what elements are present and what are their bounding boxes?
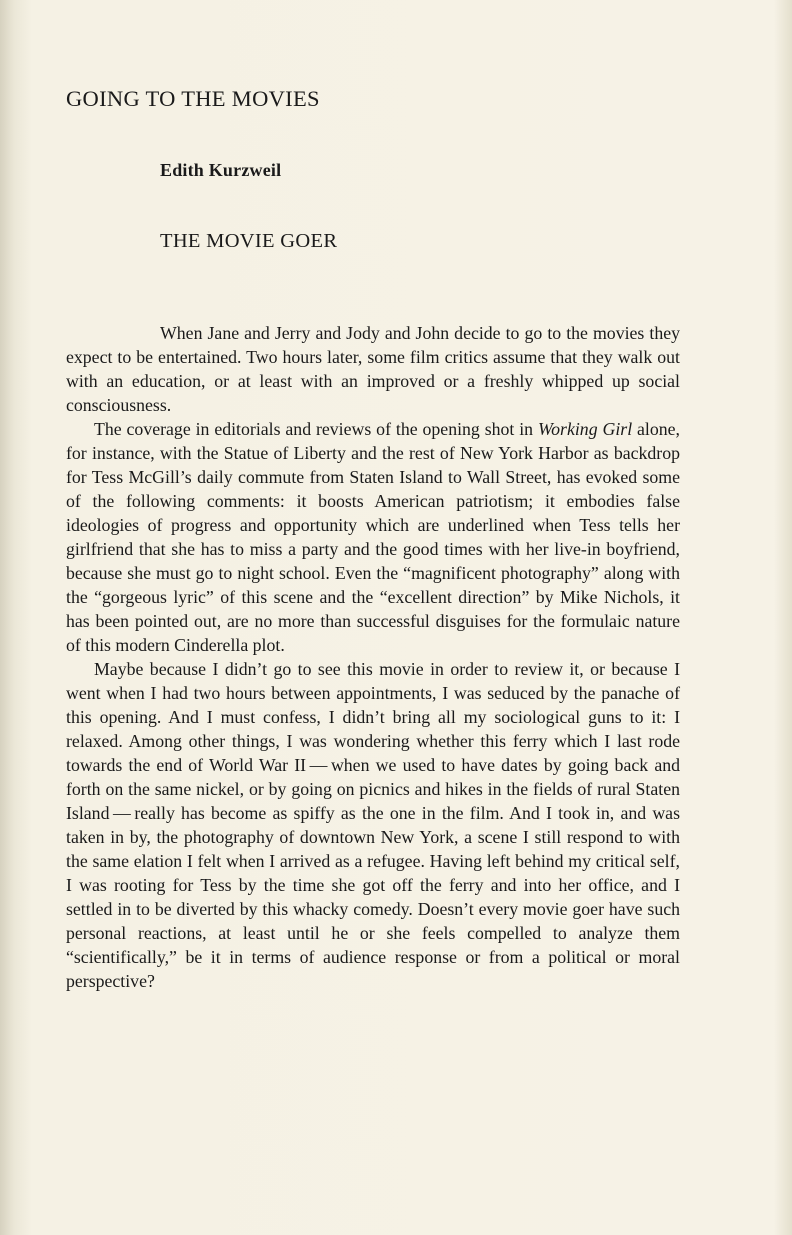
section-title: GOING TO THE MOVIES (66, 86, 320, 111)
film-title: Working Girl (537, 419, 633, 439)
article-body (66, 321, 680, 993)
paragraph-3: Maybe because I didn’t go to see this movie in order to review it, or because I went when I had two hours between appointments, I was seduced by the panache of this opening. And I must confess, I didn’t bring all my sociological guns to it: I relaxed. Among other things, I was wondering whether this ferry which I last rode towards the end of World War II — when we used to have dates by going back and forth on the same nickel, or by going on picnics and hikes in the fields of rural Staten Island — really has become as spiffy as the one in the film. And I took in, and was taken in by, the photography of downtown New York, a scene I still respond to with the same elation I felt when I arrived as a refugee. Having left behind my critical self, I was rooting for Tess by the time she got off the ferry and into her office, and I settled in to be diverted by this whacky comedy. Doesn’t every movie goer have such personal reactions, at least until he or she feels compelled to analyze them “scientifically,” be it in terms of audience response or from a political or moral perspective? (66, 659, 680, 991)
paragraph-2-rest: alone, for instance, with the Statue of Liberty and the rest of New York Harbor as backdrop for Tess McGill’s daily commute from Staten Island to Wall Street, has evoked some of the following comments: it boosts American patriotism; it embodies false ideologies of progress and opportunity which are underlined when Tess tells her girlfriend that she has to miss a party and the good times with her live-in boyfriend, because she must go to night school. Even the “magnificent photography” along with the “gorgeous lyric” of this scene and the “excellent direction” by Mike Nichols, it has been pointed out, are no more than successful disguises for the formulaic nature of this modern Cinderella plot. (66, 419, 680, 655)
paragraph-2-lead: The coverage in editorials and reviews of the opening shot in (94, 419, 538, 439)
paragraph-1: When Jane and Jerry and Jody and John decide to go to the movies they expect to be entertained. Two hours later, some film critics assume that they walk out with an education, or at least with an improved or a freshly whipped up social consciousness. (66, 323, 680, 415)
paragraph-2 (66, 417, 680, 657)
author-name: Edith Kurzweil (160, 160, 282, 180)
article-subtitle: THE MOVIE GOER (160, 230, 338, 252)
